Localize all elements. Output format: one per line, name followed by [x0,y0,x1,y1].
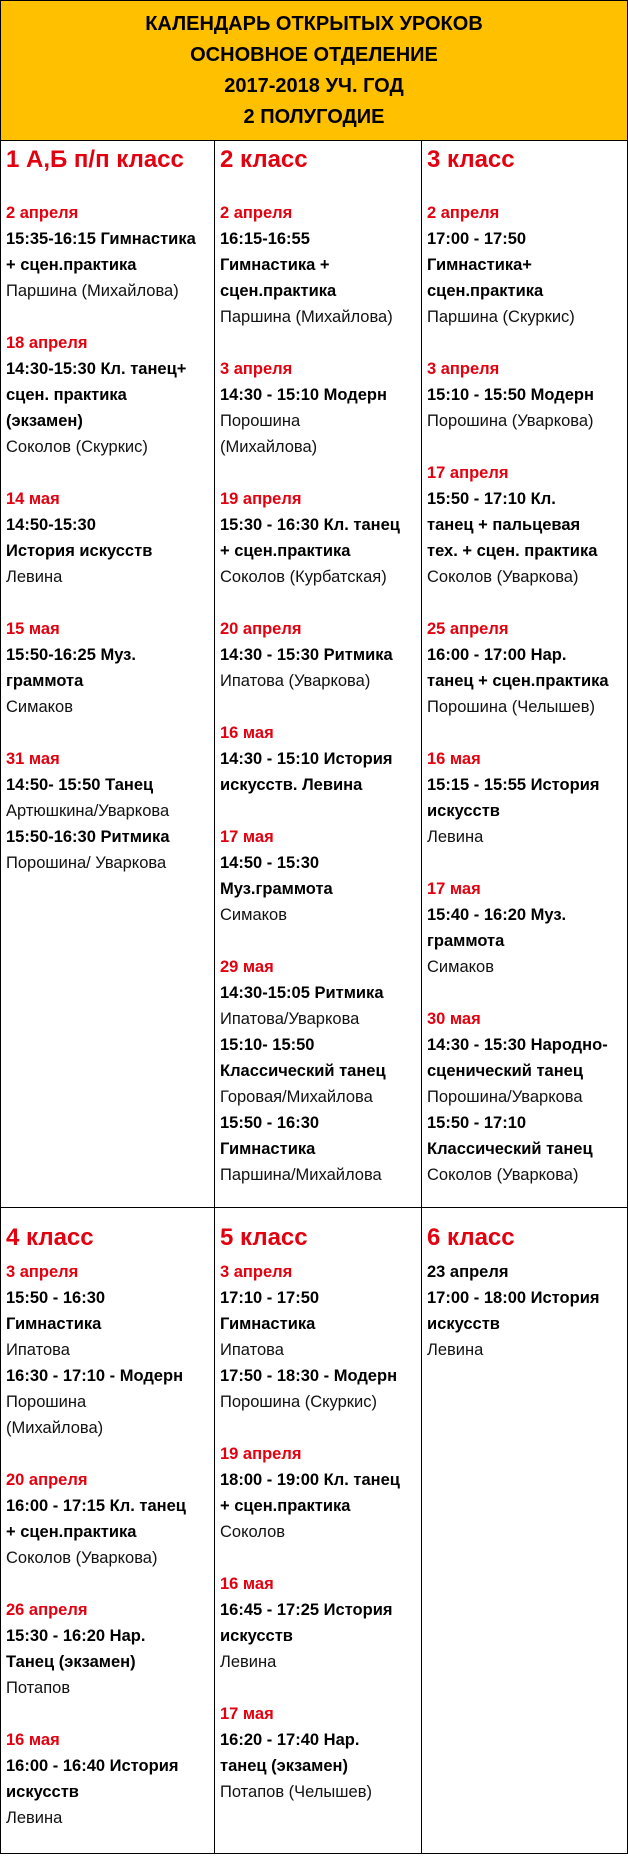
lesson-teacher: Паршина (Михайлова) [220,308,393,326]
lesson-date: 30 мая [427,1010,481,1028]
class-cell [215,145,421,1214]
lesson-list [6,1259,212,1831]
lesson-time-subject: искусств [220,1627,293,1645]
lesson-teacher: Левина [220,1653,277,1671]
lesson-time-subject: сцен.практика [427,282,544,300]
lesson-time-subject: сцен.практика [220,282,337,300]
lesson-entry [220,200,419,330]
lesson-entry [427,876,625,980]
lesson-time-subject: Гимнастика + [220,256,330,274]
lesson-teacher: Симаков [220,906,287,924]
lesson-time-subject: искусств [6,1783,79,1801]
lesson-teacher: (Михайлова) [220,438,318,456]
lesson-date: 26 апреля [6,1601,88,1619]
header-department: ОСНОВНОЕ ОТДЕЛЕНИЕ [190,43,438,66]
lesson-teacher: Левина [6,1809,63,1827]
lesson-teacher: Порошина/Уваркова [427,1088,583,1106]
lesson-time-subject: 15:35-16:15 Гимнастика [6,230,196,248]
lesson-date: 14 мая [6,490,60,508]
lesson-date: 3 апреля [220,360,293,378]
lesson-entry [427,616,625,720]
lesson-entry [6,1597,212,1701]
lesson-date: 3 апреля [427,360,500,378]
lesson-time-subject: танец (экзамен) [220,1757,348,1775]
lesson-teacher: Соколов (Курбатская) [220,568,387,586]
lesson-time-subject: 14:50-15:30 [6,516,96,534]
lesson-entry [6,330,212,460]
lesson-time-subject: танец + сцен.практика [427,672,609,690]
class-title: 3 класс [427,146,515,173]
lesson-entry [220,720,419,798]
lesson-time-subject: + сцен.практика [220,542,351,560]
lesson-teacher: Порошина [6,1393,87,1411]
lesson-teacher: Левина [6,568,63,586]
lesson-teacher: Порошина (Скуркис) [220,1393,377,1411]
lesson-list [427,1259,625,1363]
lesson-time-subject: искусств [427,1315,500,1333]
header-banner [0,0,628,141]
lesson-entry [220,1571,419,1675]
lesson-time-subject: искусств. Левина [220,776,363,794]
lesson-entry [220,486,419,590]
lesson-entry [6,616,212,720]
lesson-entry [6,486,212,590]
lesson-date: 20 апреля [6,1471,88,1489]
lesson-time-subject: 16:30 - 17:10 - Модерн [6,1367,184,1385]
lesson-date: 16 мая [427,750,481,768]
lesson-date: 15 мая [6,620,60,638]
lesson-date: 2 апреля [427,204,500,222]
lesson-date: 17 мая [220,1705,274,1723]
lesson-entry [220,1259,419,1415]
lesson-date: 2 апреля [6,204,79,222]
lesson-time-subject: 15:10- 15:50 [220,1036,315,1054]
lesson-entry [6,200,212,304]
lesson-entry [6,1727,212,1831]
lesson-time-subject: граммота [427,932,505,950]
lesson-teacher: Паршина (Скуркис) [427,308,575,326]
lesson-teacher: Соколов (Уваркова) [6,1549,158,1567]
lesson-teacher: Ипатова/Уваркова [220,1010,360,1028]
lesson-date: 16 мая [220,724,274,742]
lesson-time-subject: Муз.граммота [220,880,333,898]
lesson-time-subject: 14:30 - 15:10 Модерн [220,386,387,404]
lesson-teacher: Соколов (Уваркова) [427,568,579,586]
lesson-teacher: Горовая/Михайлова [220,1088,373,1106]
lesson-time-subject: Классический танец [220,1062,386,1080]
lesson-teacher: Ипатова [220,1341,284,1359]
lesson-teacher: Порошина/ Уваркова [6,854,167,872]
header-school-year: 2017-2018 УЧ. ГОД [224,74,404,97]
lesson-teacher: Потапов (Челышев) [220,1783,372,1801]
lesson-time-subject: 16:20 - 17:40 Нар. [220,1731,360,1749]
lesson-teacher: Паршина/Михайлова [220,1166,382,1184]
lesson-date: 17 мая [220,828,274,846]
lesson-teacher: Ипатова (Уваркова) [220,672,371,690]
class-title: 4 класс [6,1224,94,1251]
lesson-time-subject: 16:15-16:55 [220,230,310,248]
lesson-date: 31 мая [6,750,60,768]
lesson-time-subject: искусств [427,802,500,820]
lesson-list [427,200,625,1188]
lesson-time-subject: 14:30 - 15:30 Ритмика [220,646,393,664]
lesson-time-subject: 15:50 - 16:30 [220,1114,320,1132]
lesson-list [220,200,419,1188]
header-semester: 2 ПОЛУГОДИЕ [243,105,385,128]
lesson-time-subject: + сцен.практика [220,1497,351,1515]
lesson-date: 25 апреля [427,620,509,638]
lesson-date: 17 мая [427,880,481,898]
lesson-date: 18 апреля [6,334,88,352]
lesson-time-subject: 16:45 - 17:25 История [220,1601,393,1619]
lesson-time-subject: 15:50 - 17:10 [427,1114,527,1132]
lesson-date: 2 апреля [220,204,293,222]
class-title: 2 класс [220,146,308,173]
lesson-time-subject: 15:50 - 16:30 [6,1289,106,1307]
lesson-teacher: Левина [427,1341,484,1359]
lesson-time-subject: 17:10 - 17:50 [220,1289,320,1307]
lesson-teacher: Симаков [6,698,73,716]
lesson-time-subject: 15:40 - 16:20 Муз. [427,906,567,924]
lesson-time-subject: Гимнастика [6,1315,102,1333]
header-title: КАЛЕНДАРЬ ОТКРЫТЫХ УРОКОВ [145,12,483,35]
lesson-time-subject: Танец (экзамен) [6,1653,136,1671]
lesson-entry [427,1259,625,1363]
lesson-entry [427,746,625,850]
lesson-time-subject: (экзамен) [6,412,83,430]
lesson-time-subject: 14:30-15:05 Ритмика [220,984,384,1002]
lesson-entry [427,460,625,590]
lesson-teacher: (Михайлова) [6,1419,104,1437]
lesson-teacher: Левина [427,828,484,846]
lesson-time-subject: 14:50 - 15:30 [220,854,320,872]
lesson-teacher: Порошина (Челышев) [427,698,595,716]
lesson-time-subject: 16:00 - 17:15 Кл. танец [6,1497,186,1515]
class-cell [1,1223,214,1857]
lesson-date: 20 апреля [220,620,302,638]
lesson-time-subject: 15:50-16:30 Ритмика [6,828,170,846]
lesson-entry [427,356,625,434]
lesson-date: 16 мая [6,1731,60,1749]
lesson-time-subject: 23 апреля [427,1263,509,1281]
lesson-time-subject: 17:00 - 18:00 История [427,1289,600,1307]
lesson-time-subject: тех. + сцен. практика [427,542,598,560]
lesson-time-subject: 14:30-15:30 Кл. танец+ [6,360,187,378]
lesson-time-subject: 15:50-16:25 Муз. [6,646,136,664]
lesson-teacher: Паршина (Михайлова) [6,282,179,300]
class-title: 1 А,Б п/п класс [6,146,184,173]
lesson-time-subject: 14:30 - 15:10 История [220,750,393,768]
lesson-time-subject: История искусств [6,542,153,560]
lesson-time-subject: Гимнастика [220,1315,316,1333]
lesson-date: 3 апреля [220,1263,293,1281]
lesson-time-subject: граммота [6,672,84,690]
lesson-time-subject: 18:00 - 19:00 Кл. танец [220,1471,400,1489]
lesson-time-subject: 15:30 - 16:20 Нар. [6,1627,146,1645]
lesson-time-subject: 16:00 - 16:40 История [6,1757,179,1775]
lesson-date: 19 апреля [220,490,302,508]
lesson-teacher: Порошина [220,412,301,430]
lesson-teacher: Симаков [427,958,494,976]
class-cell [422,145,627,1214]
lesson-entry [220,1701,419,1805]
lesson-entry [6,746,212,876]
class-title: 6 класс [427,1224,515,1251]
lesson-entry [220,954,419,1188]
lesson-date: 16 мая [220,1575,274,1593]
lesson-date: 29 мая [220,958,274,976]
lesson-teacher: Ипатова [6,1341,70,1359]
lesson-teacher: Артюшкина/Уваркова [6,802,170,820]
lesson-time-subject: танец + пальцевая [427,516,581,534]
lesson-time-subject: Гимнастика+ [427,256,532,274]
class-cell [1,145,214,902]
class-cell [215,1223,421,1831]
lesson-time-subject: 17:50 - 18:30 - Модерн [220,1367,398,1385]
lesson-time-subject: 15:10 - 15:50 Модерн [427,386,594,404]
lesson-entry [220,616,419,694]
lesson-date: 3 апреля [6,1263,79,1281]
lesson-date: 19 апреля [220,1445,302,1463]
lesson-teacher: Порошина (Уваркова) [427,412,594,430]
lesson-time-subject: сценический танец [427,1062,583,1080]
lesson-teacher: Соколов [220,1523,286,1541]
lesson-time-subject: 14:30 - 15:30 Народно- [427,1036,608,1054]
lesson-time-subject: 15:50 - 17:10 Кл. [427,490,556,508]
lesson-time-subject: Гимнастика [220,1140,316,1158]
lesson-list [220,1259,419,1805]
lesson-teacher: Соколов (Скуркис) [6,438,148,456]
schedule-table [0,141,628,1854]
lesson-entry [220,824,419,928]
lesson-entry [427,1006,625,1188]
lesson-teacher: Потапов [6,1679,71,1697]
lesson-entry [220,356,419,460]
lesson-time-subject: 15:15 - 15:55 История [427,776,600,794]
class-cell [422,1223,627,1389]
lesson-entry [427,200,625,330]
lesson-time-subject: сцен. практика [6,386,127,404]
lesson-time-subject: 16:00 - 17:00 Нар. [427,646,567,664]
lesson-entry [6,1259,212,1441]
lesson-time-subject: Классический танец [427,1140,593,1158]
lesson-entry [6,1467,212,1571]
lesson-time-subject: 14:50- 15:50 Танец [6,776,154,794]
lesson-time-subject: 15:30 - 16:30 Кл. танец [220,516,400,534]
lesson-entry [220,1441,419,1545]
lesson-date: 17 апреля [427,464,509,482]
lesson-time-subject: 17:00 - 17:50 [427,230,527,248]
lesson-time-subject: + сцен.практика [6,1523,137,1541]
lesson-time-subject: + сцен.практика [6,256,137,274]
lesson-teacher: Соколов (Уваркова) [427,1166,579,1184]
lesson-list [6,200,212,876]
class-title: 5 класс [220,1224,308,1251]
